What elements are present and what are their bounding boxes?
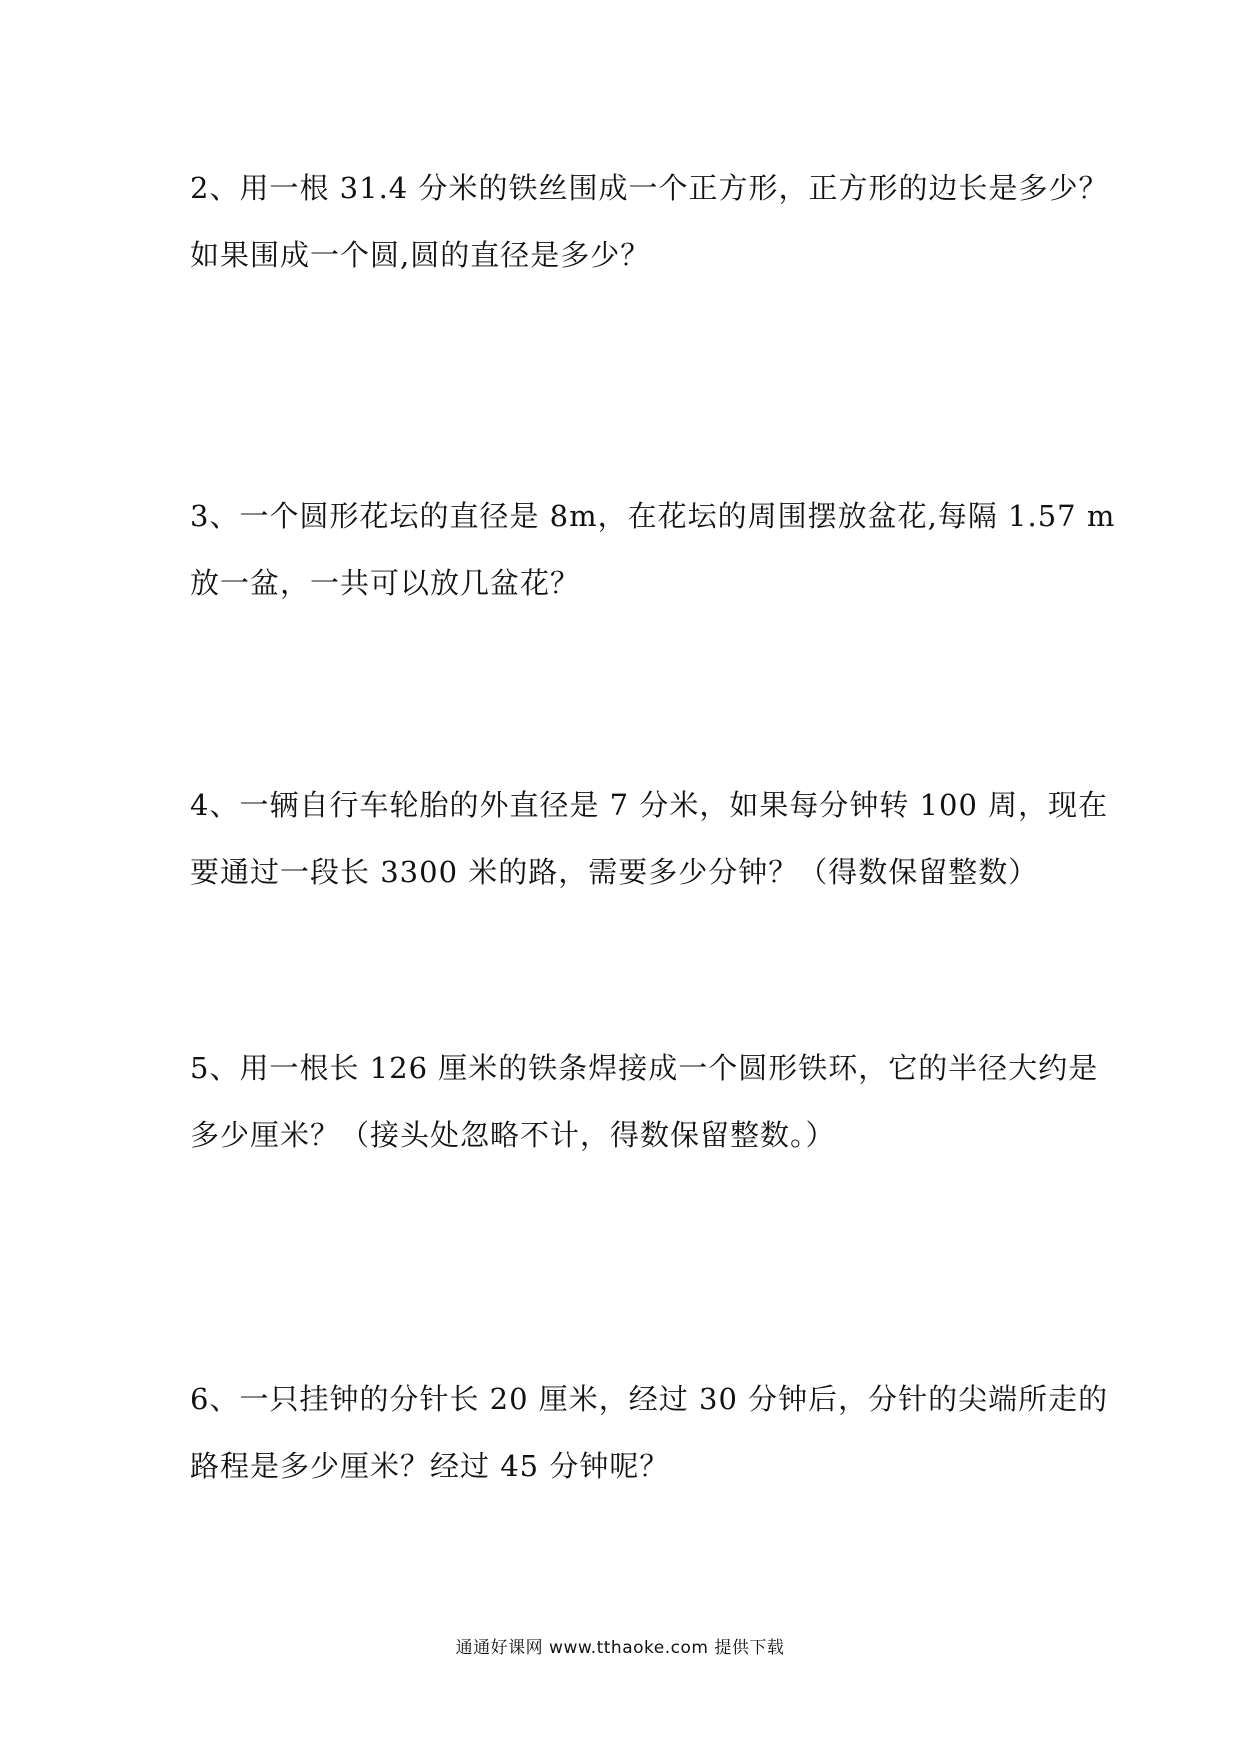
question-6-line-1: 6、一只挂钟的分针长 20 厘米，经过 30 分钟后，分针的尖端所走的 bbox=[190, 1382, 1109, 1416]
question-3 bbox=[190, 483, 1116, 617]
question-3-line-2: 放一盆，一共可以放几盆花？ bbox=[190, 566, 581, 600]
question-4 bbox=[190, 772, 1109, 906]
question-4-line-1: 4、一辆自行车轮胎的外直径是 7 分米，如果每分钟转 100 周，现在 bbox=[190, 788, 1109, 822]
question-5-line-2: 多少厘米？（接头处忽略不计，得数保留整数。） bbox=[190, 1118, 836, 1152]
page-footer: 通通好课网 www.tthaoke.com 提供下载 bbox=[455, 1638, 785, 1658]
question-6-line-2: 路程是多少厘米？经过 45 分钟呢？ bbox=[190, 1449, 670, 1483]
question-2-line-2: 如果围成一个圆,圆的直径是多少？ bbox=[190, 238, 651, 272]
question-3-line-1: 3、一个圆形花坛的直径是 8m，在花坛的周围摆放盆花,每隔 1.57 m bbox=[190, 499, 1116, 533]
question-5-line-1: 5、用一根长 126 厘米的铁条焊接成一个圆形铁环，它的半径大约是 bbox=[190, 1051, 1099, 1085]
question-2-line-1: 2、用一根 31.4 分米的铁丝围成一个正方形，正方形的边长是多少？ bbox=[190, 171, 1109, 205]
question-5 bbox=[190, 1035, 1099, 1169]
question-4-line-2: 要通过一段长 3300 米的路，需要多少分钟？（得数保留整数） bbox=[190, 855, 1039, 889]
question-2 bbox=[190, 155, 1109, 289]
question-6 bbox=[190, 1366, 1109, 1500]
